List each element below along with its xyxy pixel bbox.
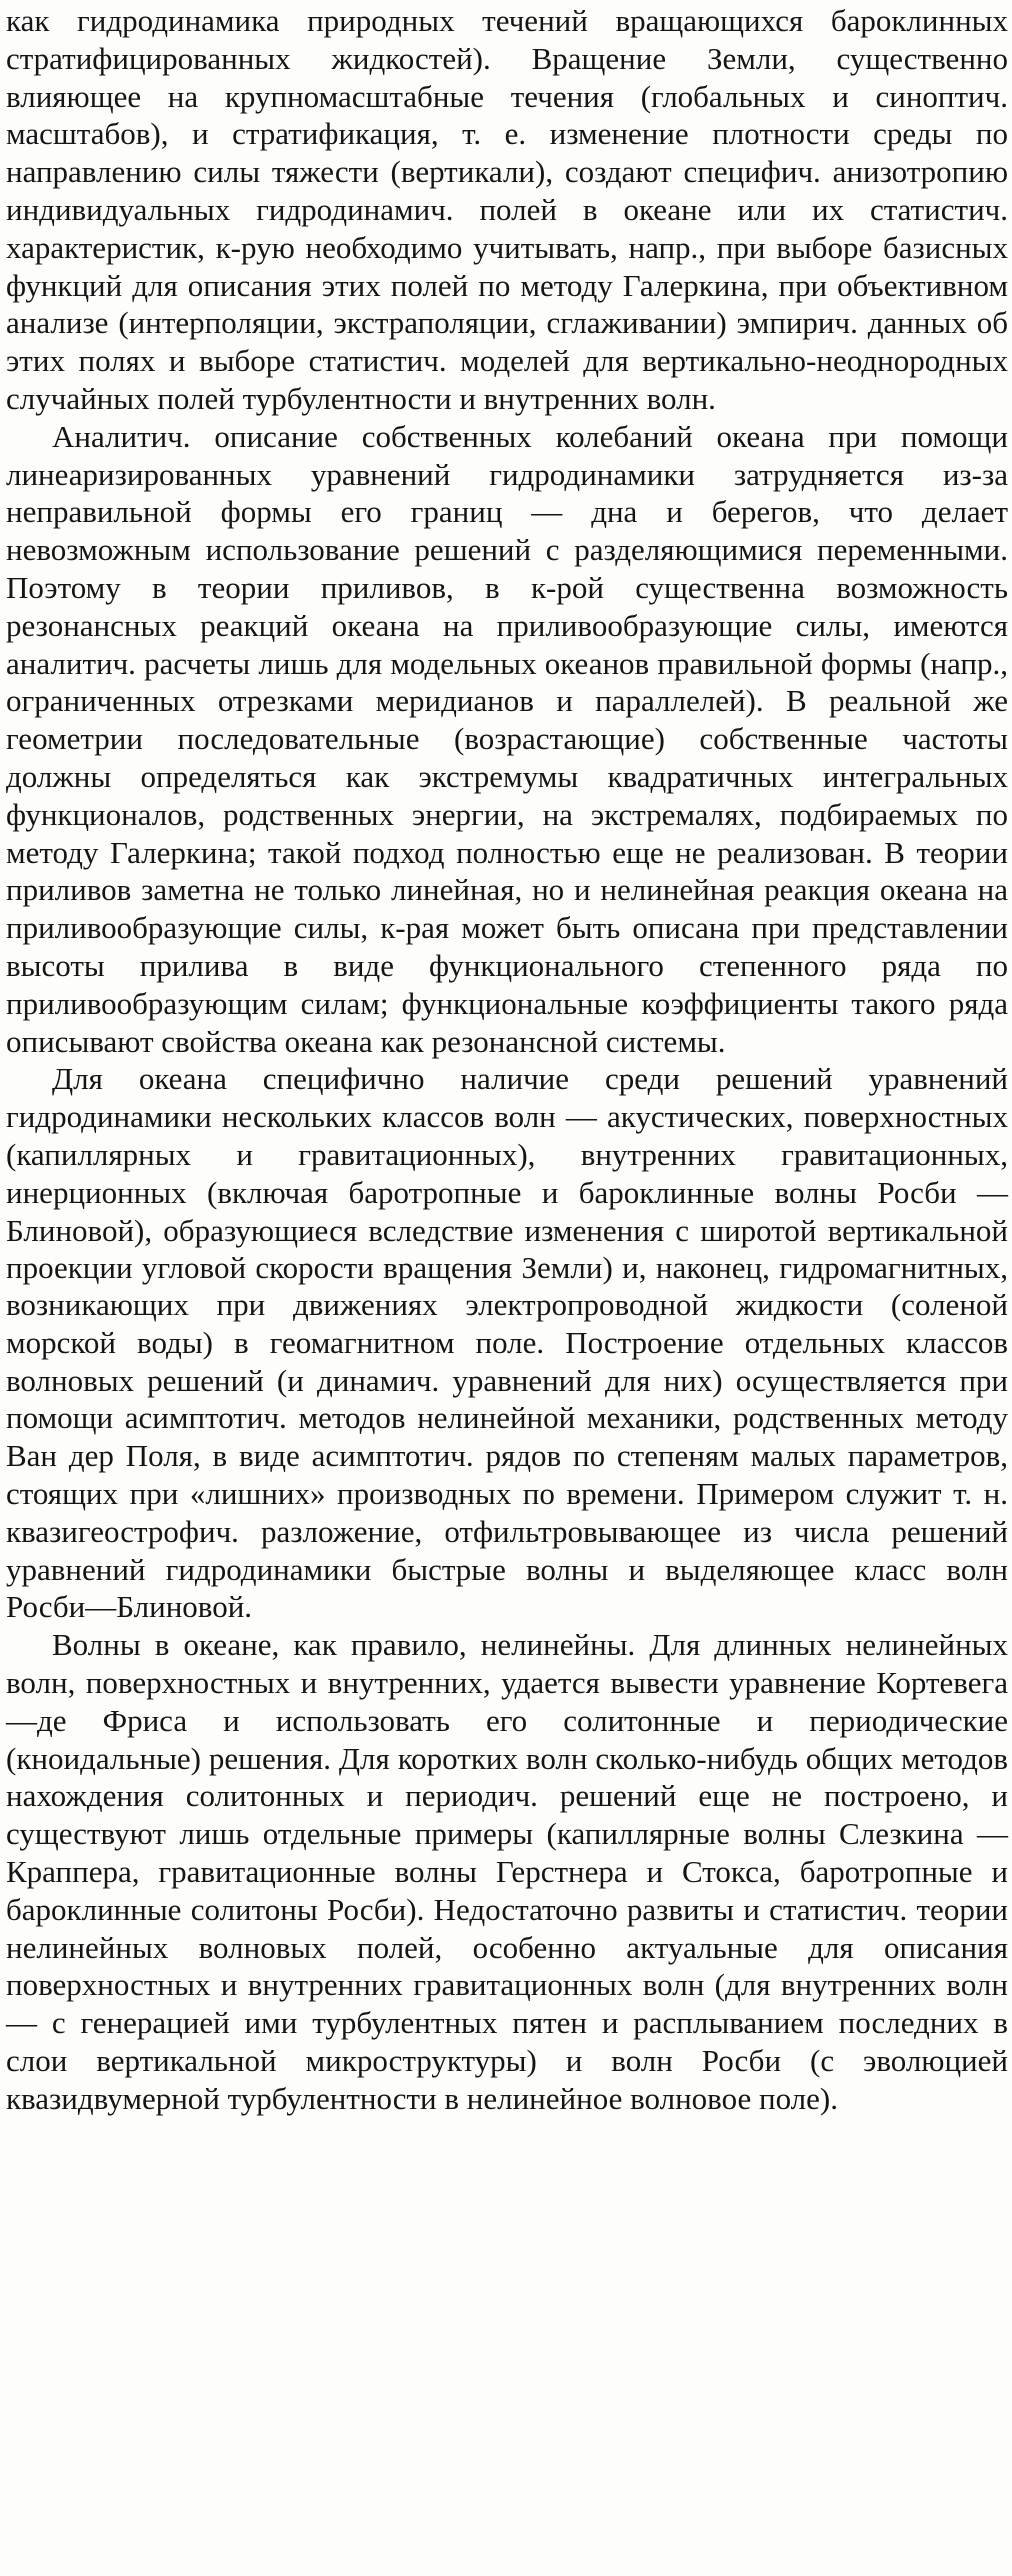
paragraph-continuation: как гидродинамика природных течений вращающихся бароклинных стратифицированных жидкостей). Вращение Земли, существенно влияющее на крупномасштабные течения (глобальных и синоптич. масштабов), и стратификация, т. е. изменение плотности среды по направлению силы тяжести (вертикали), создают специфич. анизотропию индивидуальных гидродинамич. полей в океане или их статистич. характеристик, к-рую необходимо учитывать, напр., при выборе базисных функций для описания этих полей по методу Галеркина, при объективном анализе (интерполяции, экстраполяции, сглаживании) эмпирич. данных об этих полях и выборе статистич. моделей для вертикально-неоднородных случайных полей турбулентности и внутренних волн.	[6, 3, 1008, 416]
paragraph-wave-classes: Для океана специфично наличие среди решений уравнений гидродинамики нескольких классов волн — акустических, поверхностных (капиллярных и гравитационных), внутренних гравитационных, инерционных (включая баротропные и бароклинные волны Росби — Блиновой), образующиеся вследствие изменения с широтой вертикальной проекции угловой скорости вращения Земли) и, наконец, гидромагнитных, возникающих при движениях электропроводной жидкости (соленой морской воды) в геомагнитном поле. Построение отдельных классов волновых решений (и динамич. уравнений для них) осуществляется при помощи асимптотич. методов нелинейной механики, родственных методу Ван дер Поля, в виде асимптотич. рядов по степеням малых параметров, стоящих при «лишних» производных по времени. Примером служит т. н. квазигеострофич. разложение, отфильтровывающее из числа решений уравнений гидродинамики быстрые волны и выделяющее класс волн Росби—Блиновой.	[6, 1061, 1008, 1625]
paragraph-nonlinear-waves: Волны в океане, как правило, нелинейны. Для длинных нелинейных волн, поверхностных и внутренних, удается вывести уравнение Кортевега—де Фриса и использовать его солитонные и периодические (кноидальные) решения. Для коротких волн сколько-нибудь общих методов нахождения солитонных и периодич. решений еще не построено, и существуют лишь отдельные примеры (капиллярные волны Слезкина — Краппера, гравитационные волны Герстнера и Стокса, баротропные и бароклинные солитоны Росби). Недостаточно развиты и статистич. теории нелинейных волновых полей, особенно актуальные для описания поверхностных и внутренних гравитационных волн (для внутренних волн — с генерацией ими турбулентных пятен и расплыванием последних в слои вертикальной микроструктуры) и волн Росби (с эволюцией квазидвумерной турбулентности в нелинейное волновое поле).	[6, 1627, 1008, 2116]
paragraph-eigen-oscillations: Аналитич. описание собственных колебаний океана при помощи линеаризированных уравнений гидродинамики затрудняется из-за неправильной формы его границ — дна и берегов, что делает невозможным использование решений с разделяющимися переменными. Поэтому в теории приливов, в к-рой существенна возможность резонансных реакций океана на приливообразующие силы, имеются аналитич. расчеты лишь для модельных океанов правильной формы (напр., ограниченных отрезками меридианов и параллелей). В реальной же геометрии последовательные (возрастающие) собственные частоты должны определяться как экстремумы квадратичных интегральных функционалов, родственных энергии, на экстремалях, подбираемых по методу Галеркина; такой подход полностью еще не реализован. В теории приливов заметна не только линейная, но и нелинейная реакция океана на приливообразующие силы, к-рая может быть описана при представлении высоты прилива в виде функционального степенного ряда по приливообразующим силам; функциональные коэффициенты такого ряда описывают свойства океана как резонансной системы.	[6, 418, 1008, 1059]
